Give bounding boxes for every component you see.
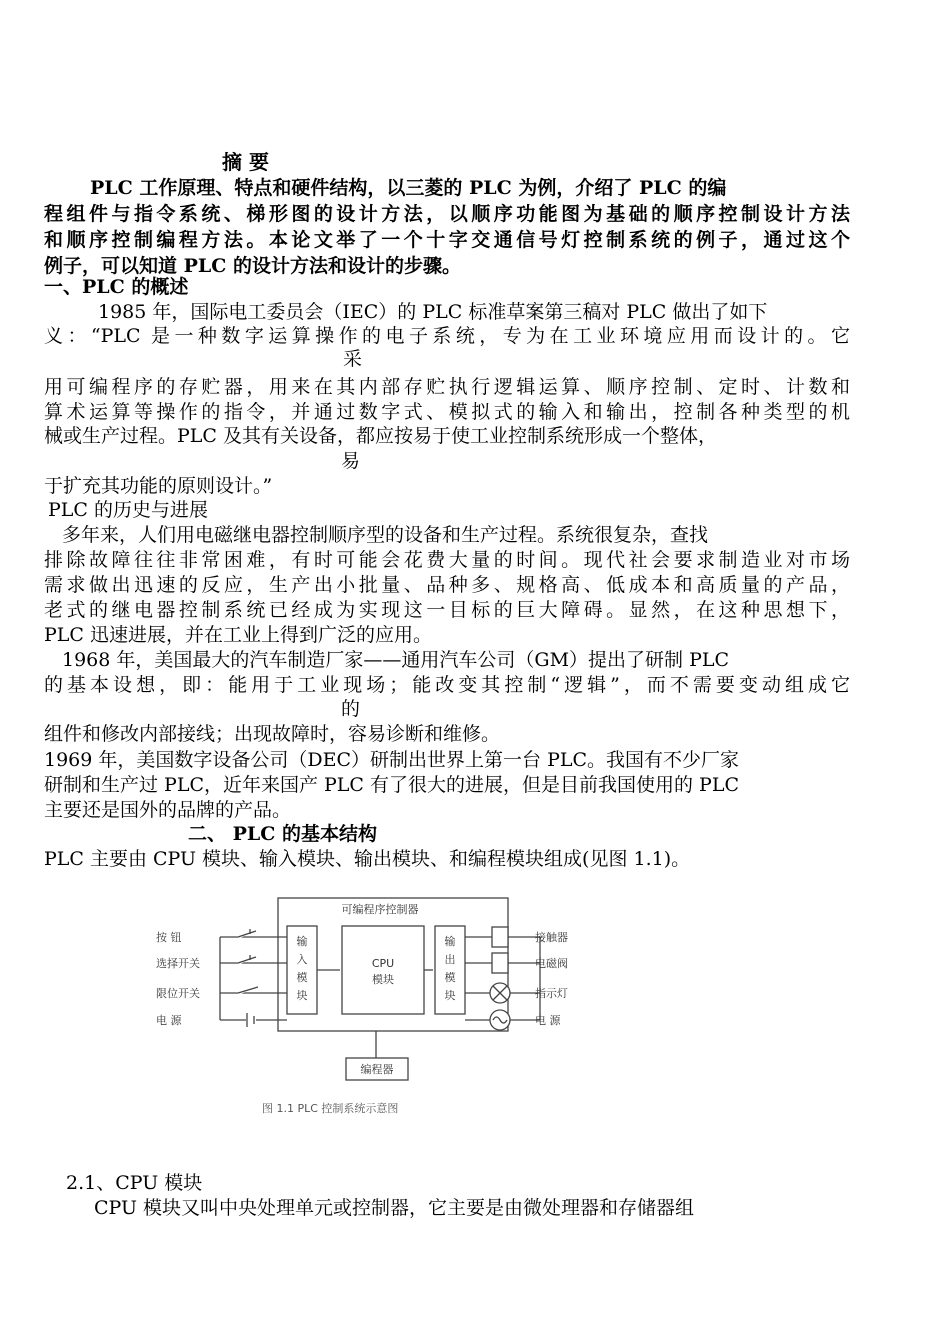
- para2-line-4: 老式的继电器控制系统已经成为实现这一目标的巨大障碍。显然，在这种思想下，: [44, 599, 850, 621]
- plc-diagram: [150, 893, 590, 1125]
- para2-line-5: PLC 迅速进展，并在工业上得到广泛的应用。: [44, 624, 432, 646]
- output-label-1: 接触器: [535, 931, 568, 944]
- abstract-heading: 摘 要: [222, 150, 269, 174]
- output-module-char-1: 输: [444, 935, 456, 948]
- abstract-line-2: 程组件与指令系统、梯形图的设计方法，以顺序功能图为基础的顺序控制设计方法: [44, 203, 850, 225]
- output-module-char-2: 出: [444, 953, 456, 966]
- para1-line-4: 用可编程序的存贮器，用来在其内部存贮执行逻辑运算、顺序控制、定时、计数和: [44, 376, 850, 398]
- abstract-line-1: PLC 工作原理、特点和硬件结构，以三菱的 PLC 为例，介绍了 PLC 的编: [90, 177, 727, 199]
- input-module-char-3: 模: [296, 971, 308, 984]
- cpu-label-1: CPU: [371, 957, 395, 970]
- para3-line-1: 1968 年，美国最大的汽车制造厂家——通用汽车公司（GM）提出了研制 PLC: [62, 649, 730, 671]
- para1-line-6: 械或生产过程。PLC 及其有关设备，都应按易于使工业控制系统形成一个整体，: [44, 425, 717, 447]
- output-module-char-4: 块: [444, 989, 456, 1002]
- para1-line-8: 于扩充其功能的原则设计。”: [44, 475, 273, 497]
- plc-label: 可编程序控制器: [341, 903, 419, 916]
- para3-line-2: 的基本设想，即：能用于工业现场；能改变其控制“逻辑”，而不需要变动组成它: [44, 674, 850, 696]
- para3-line-4: 组件和修改内部接线；出现故障时，容易诊断和维修。: [44, 723, 501, 745]
- para2-line-3: 需求做出迅速的反应，生产出小批量、品种多、规格高、低成本和高质量的产品，: [44, 574, 850, 596]
- input-label-1: 按 钮: [156, 931, 182, 944]
- input-label-3: 限位开关: [156, 987, 200, 1000]
- section2-heading: 二、 PLC 的基本结构: [188, 823, 377, 845]
- input-module-char-4: 块: [296, 989, 308, 1002]
- output-label-2: 电磁阀: [535, 957, 568, 970]
- para4-line-2: 研制和生产过 PLC，近年来国产 PLC 有了很大的进展，但是目前我国使用的 PLC: [44, 774, 739, 796]
- programmer-label: 编程器: [360, 1063, 394, 1076]
- para3-line-3: 的: [341, 698, 361, 720]
- section2-intro: PLC 主要由 CPU 模块、输入模块、输出模块、和编程模块组成(见图 1.1)。: [44, 848, 691, 870]
- cpu-module-box: [342, 926, 424, 1014]
- abstract-line-3: 和顺序控制编程方法。本论文举了一个十字交通信号灯控制系统的例子，通过这个: [44, 229, 850, 251]
- para4-line-3: 主要还是国外的品牌的产品。: [44, 799, 292, 821]
- input-module-char-1: 输: [296, 935, 308, 948]
- para1-line-3: 采: [343, 348, 363, 370]
- cpu-label-2: 模块: [372, 973, 394, 986]
- para2-line-2: 排除故障往往非常困难，有时可能会花费大量的时间。现代社会要求制造业对市场: [44, 549, 850, 571]
- para2-line-1: 多年来，人们用电磁继电器控制顺序型的设备和生产过程。系统很复杂，查找: [62, 524, 709, 546]
- para1-line-1: 1985 年，国际电工委员会（IEC）的 PLC 标准草案第三稿对 PLC 做出了如下: [98, 301, 768, 323]
- sub21-text: CPU 模块又叫中央处理单元或控制器，它主要是由微处理器和存储器组: [94, 1197, 695, 1219]
- figure-caption: 图 1.1 PLC 控制系统示意图: [262, 1102, 399, 1115]
- para4-line-1: 1969 年，美国数字设备公司（DEC）研制出世界上第一台 PLC。我国有不少厂家: [44, 749, 740, 771]
- sub21-heading: 2.1、CPU 模块: [66, 1172, 203, 1194]
- abstract-line-4: 例子，可以知道 PLC 的设计方法和设计的步骤。: [44, 255, 461, 277]
- input-label-2: 选择开关: [156, 957, 200, 970]
- output-label-3: 指示灯: [535, 987, 568, 1000]
- para1-line-2: 义：“PLC 是一种数字运算操作的电子系统，专为在工业环境应用而设计的。它: [44, 325, 850, 347]
- history-subheading: PLC 的历史与进展: [48, 499, 208, 521]
- input-label-4: 电 源: [156, 1014, 182, 1027]
- output-label-4: 电 源: [535, 1014, 561, 1027]
- output-module-char-3: 模: [444, 971, 456, 984]
- para1-line-7: 易: [341, 450, 361, 472]
- para1-line-5: 算术运算等操作的指令，并通过数字式、模拟式的输入和输出，控制各种类型的机: [44, 401, 850, 423]
- section1-heading: 一、PLC 的概述: [44, 276, 189, 298]
- input-module-char-2: 入: [296, 953, 308, 966]
